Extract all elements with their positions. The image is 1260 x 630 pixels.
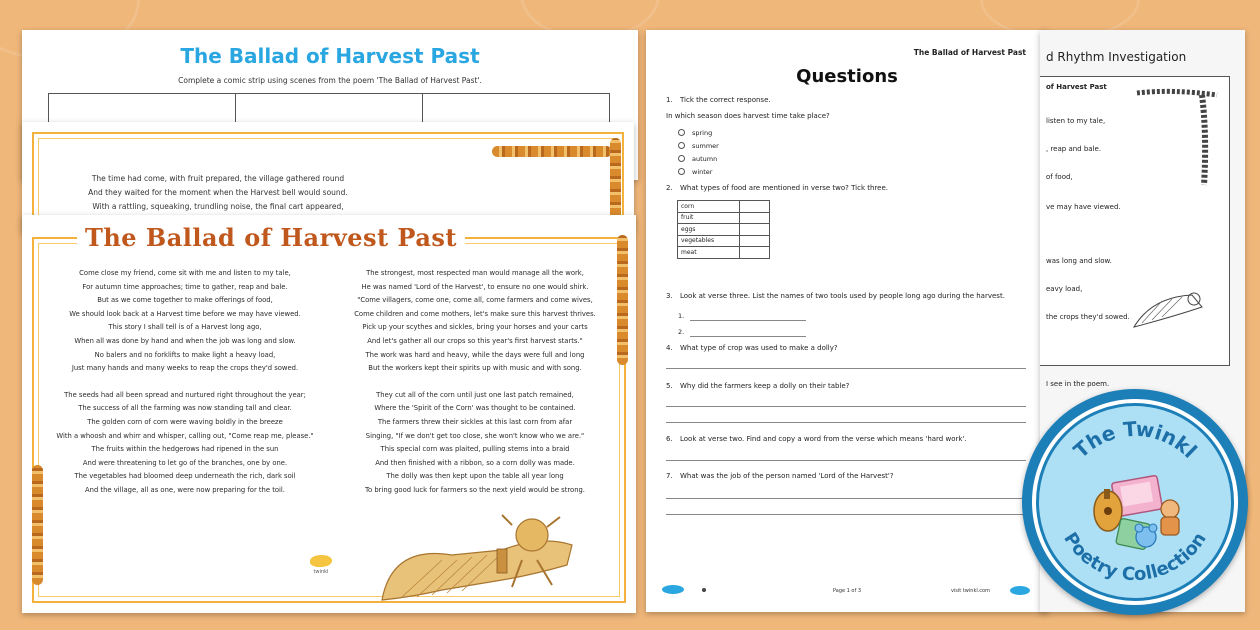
corn-dolly-icon: [362, 505, 612, 605]
poem-line: For autumn time approaches; time to gather, reap and bale.: [82, 282, 288, 291]
answer-line[interactable]: [666, 460, 1026, 461]
poem-line: And then finished with a ribbon, so a corn dolly was made.: [375, 458, 575, 467]
answer-line[interactable]: [690, 320, 806, 321]
table-row: [678, 247, 770, 259]
question-text: Look at verse three. List the names of two tools used by people long ago during the harvest.: [680, 292, 1005, 300]
poem-line: "Come villagers, come one, come all, come farmers and come wives,: [357, 296, 593, 305]
question-number: 4.: [666, 344, 673, 352]
comic-sheet-instruction: Complete a comic strip using scenes from the poem 'The Ballad of Harvest Past'.: [178, 76, 482, 85]
poem-excerpt-box: [1040, 76, 1230, 366]
page-number: Page 1 of 3: [832, 588, 862, 594]
table-row: [678, 224, 770, 236]
radio-button[interactable]: [678, 129, 685, 136]
answer-line[interactable]: [666, 368, 1026, 369]
radio-button[interactable]: [678, 155, 685, 162]
poem-line: eavy load,: [1046, 285, 1083, 293]
table-row: [678, 201, 770, 213]
question-number: 5.: [666, 382, 673, 390]
radio-button[interactable]: [678, 168, 685, 175]
answer-line[interactable]: [666, 406, 1026, 407]
poem-line: The golden corn of corn were waving boldly in the breeze: [87, 417, 283, 426]
wheat-sketch-icon: [1132, 85, 1222, 195]
tick-box[interactable]: [740, 247, 770, 259]
option-label: autumn: [692, 155, 718, 163]
poem-line: With a rattling, squeaking, trundling noise, the final cart appeared,: [92, 202, 344, 211]
table-cell: eggs: [678, 224, 740, 236]
answer-number: 2.: [678, 328, 685, 336]
questions-sheet: [646, 30, 1048, 612]
answer-number: 1.: [678, 312, 685, 320]
ballad-title: The Ballad of Harvest Past: [77, 223, 465, 252]
poem-column-left: [50, 267, 320, 498]
question-number: 2.: [666, 184, 673, 192]
question-text: In which season does harvest time take place?: [666, 112, 830, 120]
questions-header: The Ballad of Harvest Past: [913, 48, 1026, 57]
poem-line: The seeds had all been spread and nurtured right throughout the year;: [64, 390, 306, 399]
poem-line: This story I shall tell is of a Harvest long ago,: [108, 323, 262, 332]
poem-line: They cut all of the corn until just one last patch remained,: [376, 390, 574, 399]
food-tick-table: [677, 200, 770, 259]
poem-line: The fruits within the hedgerows had ripened in the sun: [91, 445, 279, 454]
questions-title: Questions: [796, 66, 898, 87]
table-cell: fruit: [678, 212, 740, 224]
answer-line[interactable]: [690, 336, 806, 337]
poem-line: The vegetables had bloomed deep underneath the rich, dark soil: [74, 472, 296, 481]
rhythm-title: d Rhythm Investigation: [1046, 50, 1187, 64]
twinkl-logo-icon: [310, 555, 332, 567]
poem-line: The time had come, with fruit prepared, the village gathered round: [91, 174, 345, 183]
poem-column-right: [340, 267, 610, 498]
poem-line: ve may have viewed.: [1046, 203, 1121, 211]
tick-box[interactable]: [740, 235, 770, 247]
poem-line: Just many hands and many weeks to reap the crops they'd sowed.: [71, 364, 299, 373]
poem-line: , reap and bale.: [1046, 145, 1102, 153]
answer-line[interactable]: [666, 498, 1026, 499]
table-row: [678, 235, 770, 247]
twinkl-logo-text: twinkl: [313, 569, 329, 575]
poem-line: was long and slow.: [1046, 257, 1112, 265]
twinkl-logo: [304, 555, 338, 575]
table-cell: vegetables: [678, 235, 740, 247]
poem-line: Singing, "If we don't get too close, she won't know who we are.": [365, 431, 585, 440]
poem-line: The strongest, most respected man would manage all the work,: [366, 269, 584, 277]
wheat-border-icon: [32, 465, 43, 585]
option-label: winter: [692, 168, 713, 176]
poem-line: And were threatening to let go of the branches, one by one.: [82, 458, 288, 467]
poem-line: Come children and come mothers, let's make sure this harvest thrives.: [354, 309, 596, 318]
books-and-toys-icon: [1094, 475, 1179, 550]
poem-line: And they waited for the moment when the Harvest bell would sound.: [88, 188, 348, 197]
poem-line: Come close my friend, come sit with me and listen to my tale,: [79, 269, 291, 277]
wheat-border-icon: [617, 235, 628, 365]
poem-line: of Harvest Past: [1046, 83, 1107, 91]
poem-line: The dolly was then kept upon the table all year long: [386, 472, 564, 481]
poem-line: Pick up your scythes and sickles, bring your horses and your carts: [362, 323, 588, 332]
poetry-collection-badge: [1022, 389, 1248, 615]
question-number: 3.: [666, 292, 673, 300]
tick-box[interactable]: [740, 212, 770, 224]
question-text: What types of food are mentioned in verse two? Tick three.: [680, 184, 888, 192]
question-text: Why did the farmers keep a dolly on their table?: [680, 382, 850, 390]
wheat-border-icon: [492, 146, 612, 157]
option-label: spring: [692, 129, 713, 137]
question-number: 6.: [666, 435, 673, 443]
instruction-text: I see in the poem.: [1046, 380, 1110, 388]
poem-line: of food,: [1046, 173, 1073, 181]
poem-line: To bring good luck for farmers so the next yield would be strong.: [365, 485, 585, 494]
question-text: What type of crop was used to make a dolly?: [680, 344, 838, 352]
poem-line: With a whoosh and whirr and whisper, calling out, "Come reap me, please.": [56, 431, 314, 440]
corn-dolly-sketch-icon: [1132, 287, 1212, 337]
badge-text-ring: [1022, 389, 1248, 615]
poem-line: And let's gather all our crops so this year's first harvest starts.": [367, 336, 583, 345]
ballad-sheet-front: [22, 215, 636, 613]
option-label: summer: [692, 142, 719, 150]
poem-line: But as we come together to make offerings of food,: [97, 296, 273, 305]
footer-url: visit twinkl.com: [950, 588, 990, 594]
poem-line: listen to my tale,: [1046, 117, 1106, 125]
question-text: What was the job of the person named 'Lord of the Harvest'?: [680, 472, 894, 480]
table-row: [678, 212, 770, 224]
answer-line[interactable]: [666, 422, 1026, 423]
question-instruction: Tick the correct response.: [680, 96, 771, 104]
table-cell: meat: [678, 247, 740, 259]
radio-button[interactable]: [678, 142, 685, 149]
poem-line: Where the 'Spirit of the Corn' was thought to be contained.: [374, 404, 576, 413]
poem-line: The work was hard and heavy, while the days were full and long: [365, 350, 585, 359]
comic-sheet-title: The Ballad of Harvest Past: [180, 44, 480, 68]
poem-line: We should look back at a Harvest time before we may have viewed.: [69, 309, 301, 318]
svg-text:The Twinkl: [1069, 417, 1202, 463]
poem-line: And the village, all as one, were now preparing for the toil.: [85, 485, 285, 494]
poem-line: The farmers threw their sickles at this last corn from afar: [377, 417, 573, 426]
poem-line: He was named 'Lord of the Harvest', to ensure no one would shirk.: [361, 282, 589, 291]
question-number: 7.: [666, 472, 673, 480]
poem-line: But the workers kept their spirits up with music and with song.: [368, 364, 582, 373]
question-number: 1.: [666, 96, 673, 104]
tick-box[interactable]: [740, 224, 770, 236]
tick-box[interactable]: [740, 201, 770, 213]
badge-top-text: The Twinkl: [1068, 416, 1202, 463]
answer-line[interactable]: [666, 514, 1026, 515]
poem-line: This special corn was plaited, pulling stems into a braid: [380, 445, 570, 454]
poem-line: The success of all the farming was now standing tall and clear.: [78, 404, 292, 413]
poem-line: When all was done by hand and when the job was long and slow.: [74, 336, 296, 345]
poem-line: the crops they'd sowed.: [1046, 313, 1130, 321]
badge-bottom-text: Poetry Collection: [1059, 528, 1211, 586]
table-cell: corn: [678, 201, 740, 213]
poem-line: No balers and no forklifts to make light a heavy load,: [94, 350, 276, 359]
question-text: Look at verse two. Find and copy a word from the verse which means 'hard work'.: [680, 435, 967, 443]
